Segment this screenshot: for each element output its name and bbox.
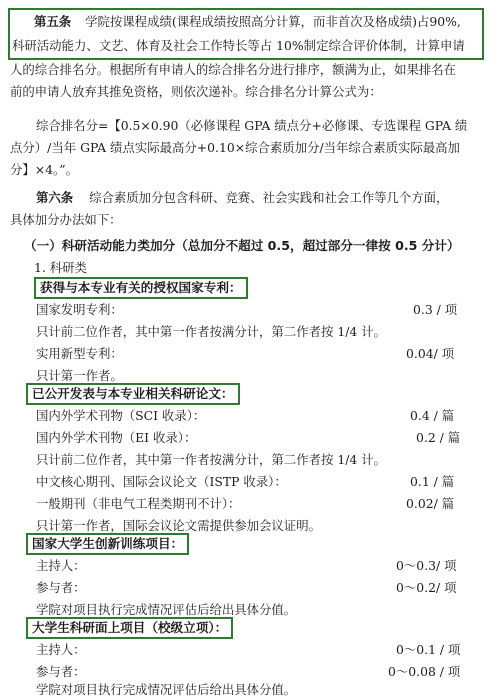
paper-sci-value: 0.4 / 篇 (410, 408, 455, 423)
national-member-label: 参与者： (36, 580, 86, 595)
paper-core-value: 0.1 / 篇 (410, 474, 455, 489)
paper-sci-row (36, 406, 464, 426)
article5-label: 第五条 (34, 14, 72, 29)
paper-general-note: 只计第一作者，国际会议论文需提供参加会议证明。 (36, 518, 321, 533)
paper-ei-value: 0.2 / 篇 (416, 430, 461, 445)
paper-general-label: 一般期刊（非电气工程类期刊不计）： (36, 496, 241, 511)
patent-utility-note: 只计第一作者。 (36, 368, 123, 383)
national-member-value: 0～0.2/ 项 (396, 580, 457, 595)
national-host-value: 0～0.3/ 项 (396, 558, 457, 573)
patent-invention-note: 只计前二位作者，其中第一作者按满分计，第二作者按 1/4 计。 (36, 324, 386, 339)
national-training-title-box: 国家大学生创新训练项目： (26, 533, 189, 555)
patent-utility-value: 0.04/ 项 (406, 346, 455, 361)
school-member-row (36, 662, 464, 682)
article5-line3: 人的综合排名分。根据所有申请人的综合排名分进行排序，额满为止，如果排名在 (10, 62, 457, 77)
article5-text1: 学院按课程成绩(课程成绩按照高分计算，而非首次及格成绩)占90%, (85, 14, 461, 29)
patent-invention-value: 0.3 / 项 (413, 302, 458, 317)
patent-invention-row (36, 300, 464, 320)
article5-line1 (34, 12, 490, 32)
school-host-row (36, 640, 464, 660)
article5-line2: 科研活动能力、文艺、体育及社会工作特长等占 10%制定综合评价体制，计算申请 (12, 38, 465, 53)
article6-line1 (36, 188, 490, 208)
formula-line2: 点分）/当年 GPA 绩点实际最高分+0.10×综合素质加分/当年综合素质实际最高加 (10, 140, 460, 155)
school-host-label: 主持人： (36, 642, 86, 657)
national-note: 学院对项目执行完成情况评估后给出具体分值。 (36, 602, 297, 617)
article6-label: 第六条 (36, 190, 74, 205)
patent-utility-label: 实用新型专利： (36, 346, 123, 361)
patent-invention-label: 国家发明专利： (36, 302, 123, 317)
papers-title-box: 已公开发表与本专业相关科研论文： (26, 383, 240, 405)
paper-ei-note: 只计前二位作者，其中第一作者按满分计，第二作者按 1/4 计。 (36, 452, 386, 467)
school-project-title-box: 大学生科研面上项目（校级立项）： (26, 617, 233, 639)
paper-ei-row (36, 428, 464, 448)
article6-text1: 综合素质加分包含科研、竞赛、社会实践和社会工作等几个方面， (89, 190, 449, 205)
paper-general-value: 0.02/ 篇 (406, 496, 455, 511)
patents-title-box: 获得与本专业有关的授权国家专利： (34, 277, 248, 299)
national-member-row (36, 578, 464, 598)
national-host-label: 主持人： (36, 558, 86, 573)
patent-utility-row (36, 344, 464, 364)
national-host-row (36, 556, 464, 576)
paper-ei-label: 国内外学术刊物（EI 收录）： (36, 430, 197, 445)
formula-line1: 综合排名分=【0.5×0.90（必修课程 GPA 绩点分+必修课、专选课程 GPA 绩 (36, 118, 468, 133)
article5-line4: 前的申请人放弃其推免资格，则依次递补。综合排名分计算公式为： (10, 84, 382, 99)
section1-heading: （一）科研活动能力类加分（总加分不超过 0.5，超过部分一律按 0.5 分计） (24, 238, 460, 253)
paper-sci-label: 国内外学术刊物（SCI 收录）： (36, 408, 206, 423)
school-note: 学院对项目执行完成情况评估后给出具体分值。 (36, 682, 297, 697)
school-host-value: 0～0.1 / 项 (396, 642, 461, 657)
school-member-label: 参与者： (36, 664, 86, 679)
section1-sub: 1. 科研类 (34, 260, 87, 275)
paper-general-row (36, 494, 464, 514)
paper-core-label: 中文核心期刊、国际会议论文（ISTP 收录）： (36, 474, 287, 489)
paper-core-row (36, 472, 464, 492)
article6-line2: 具体加分办法如下： (10, 212, 122, 227)
school-member-value: 0～0.08 / 项 (388, 664, 461, 679)
formula-line3: 分】×4。”。 (10, 162, 78, 177)
